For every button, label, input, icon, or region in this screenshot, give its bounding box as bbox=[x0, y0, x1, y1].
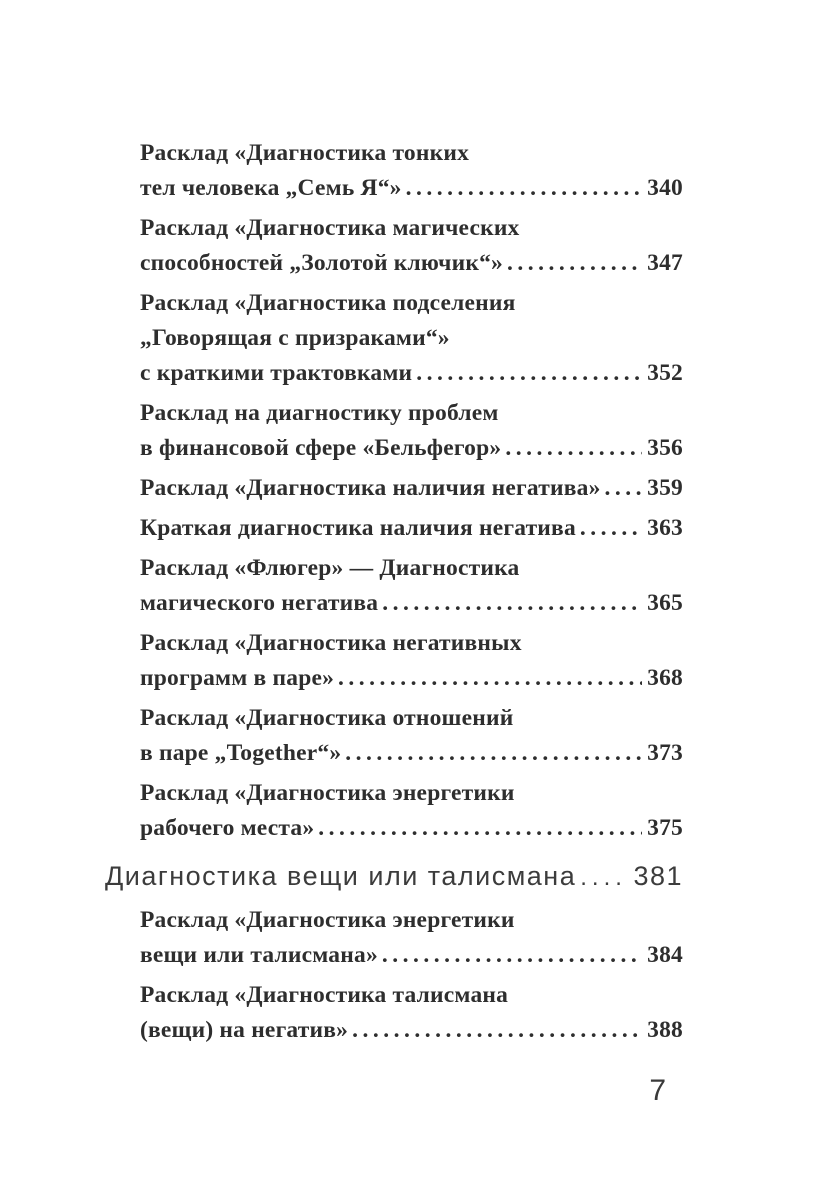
toc-entry bbox=[140, 903, 683, 973]
toc-entry bbox=[140, 511, 683, 546]
toc-entry-text: Расклад «Диагностика наличия негатива» bbox=[140, 475, 601, 501]
toc-page-number: 365 bbox=[647, 590, 683, 616]
toc-entry-text: в паре „Together“» bbox=[140, 740, 342, 766]
toc-entry-text: программ в паре» bbox=[140, 665, 335, 691]
toc-entry-line: Расклад «Диагностика талисмана bbox=[140, 982, 509, 1008]
toc-page-number: 347 bbox=[647, 250, 683, 276]
dot-leader bbox=[505, 431, 642, 466]
toc-entry bbox=[140, 396, 683, 466]
toc-page-number: 363 bbox=[647, 515, 683, 541]
toc-entry-line bbox=[140, 811, 683, 846]
toc-entry bbox=[140, 978, 683, 1048]
toc-entry-line: Расклад «Флюгер» — Диагностика bbox=[140, 555, 520, 581]
toc-page-number: 375 bbox=[647, 815, 683, 841]
toc-entry-line: Расклад «Диагностика негативных bbox=[140, 630, 522, 656]
toc-entry-line bbox=[140, 471, 683, 506]
dot-leader bbox=[352, 1013, 642, 1048]
toc-page-number: 373 bbox=[647, 740, 683, 766]
toc-entry-line: „Говорящая с призраками“» bbox=[140, 325, 450, 351]
toc-entry bbox=[140, 551, 683, 621]
toc-page-number: 388 bbox=[647, 1017, 683, 1043]
toc-entry-line: Расклад «Диагностика отношений bbox=[140, 705, 514, 731]
dot-leader bbox=[406, 171, 643, 206]
toc-entry-line bbox=[140, 511, 683, 546]
toc-entry bbox=[140, 136, 683, 206]
toc-entry bbox=[140, 286, 683, 391]
dot-leader bbox=[338, 661, 642, 696]
toc-entry-line bbox=[140, 586, 683, 621]
toc-entry-text: способностей „Золотой ключик“» bbox=[140, 250, 503, 276]
dot-leader bbox=[382, 586, 642, 621]
toc-page-number: 352 bbox=[647, 360, 683, 386]
dot-leader bbox=[416, 356, 642, 391]
toc-entry-text: с краткими трактовками bbox=[140, 360, 413, 386]
toc-entry-line bbox=[140, 938, 683, 973]
toc-entry-line bbox=[140, 171, 683, 206]
toc-entry-line bbox=[140, 1013, 683, 1048]
toc-entry-line bbox=[140, 246, 683, 281]
toc-entry bbox=[140, 471, 683, 506]
toc-entry-line: Расклад на диагностику проблем bbox=[140, 400, 499, 426]
toc-entry-line: Расклад «Диагностика магических bbox=[140, 215, 520, 241]
toc-entry-line: Расклад «Диагностика тонких bbox=[140, 140, 470, 166]
toc-page-number: 340 bbox=[647, 175, 683, 201]
toc-entry-line bbox=[140, 431, 683, 466]
toc-entry-text: магического негатива bbox=[140, 590, 379, 616]
toc-entry-line: Расклад «Диагностика энергетики bbox=[140, 907, 515, 933]
toc-page-number: 381 bbox=[633, 861, 683, 891]
dot-leader bbox=[345, 736, 642, 771]
toc-entry-line bbox=[140, 356, 683, 391]
dot-leader bbox=[605, 471, 643, 506]
toc-page-number: 359 bbox=[647, 475, 683, 501]
toc-entry-line bbox=[105, 854, 683, 900]
toc-entry-text: тел человека „Семь Я“» bbox=[140, 175, 402, 201]
toc-entry-line bbox=[140, 661, 683, 696]
dot-leader bbox=[580, 854, 628, 900]
toc-entry-line bbox=[140, 736, 683, 771]
table-of-contents bbox=[105, 136, 683, 1053]
toc-entry bbox=[140, 626, 683, 696]
toc-entry-text: рабочего места» bbox=[140, 815, 315, 841]
folio-page-number: 7 bbox=[649, 1074, 666, 1107]
dot-leader bbox=[507, 246, 642, 281]
toc-entry bbox=[140, 701, 683, 771]
toc-entry-line: Расклад «Диагностика подселения bbox=[140, 290, 516, 316]
toc-entry bbox=[140, 211, 683, 281]
toc-page-number: 356 bbox=[647, 435, 683, 461]
dot-leader bbox=[318, 811, 642, 846]
dot-leader bbox=[382, 938, 642, 973]
toc-entry-text: Краткая диагностика наличия негатива bbox=[140, 515, 576, 541]
toc-entry-text: в финансовой сфере «Бельфегор» bbox=[140, 435, 502, 461]
toc-entry-text: Диагностика вещи или талисмана bbox=[105, 861, 577, 891]
toc-entry bbox=[140, 776, 683, 846]
toc-entry-line: Расклад «Диагностика энергетики bbox=[140, 780, 515, 806]
toc-entry bbox=[105, 854, 683, 900]
dot-leader bbox=[580, 511, 642, 546]
toc-page-number: 384 bbox=[647, 942, 683, 968]
toc-entry-text: (вещи) на негатив» bbox=[140, 1017, 349, 1043]
toc-page-number: 368 bbox=[647, 665, 683, 691]
toc-entry-text: вещи или талисмана» bbox=[140, 942, 378, 968]
